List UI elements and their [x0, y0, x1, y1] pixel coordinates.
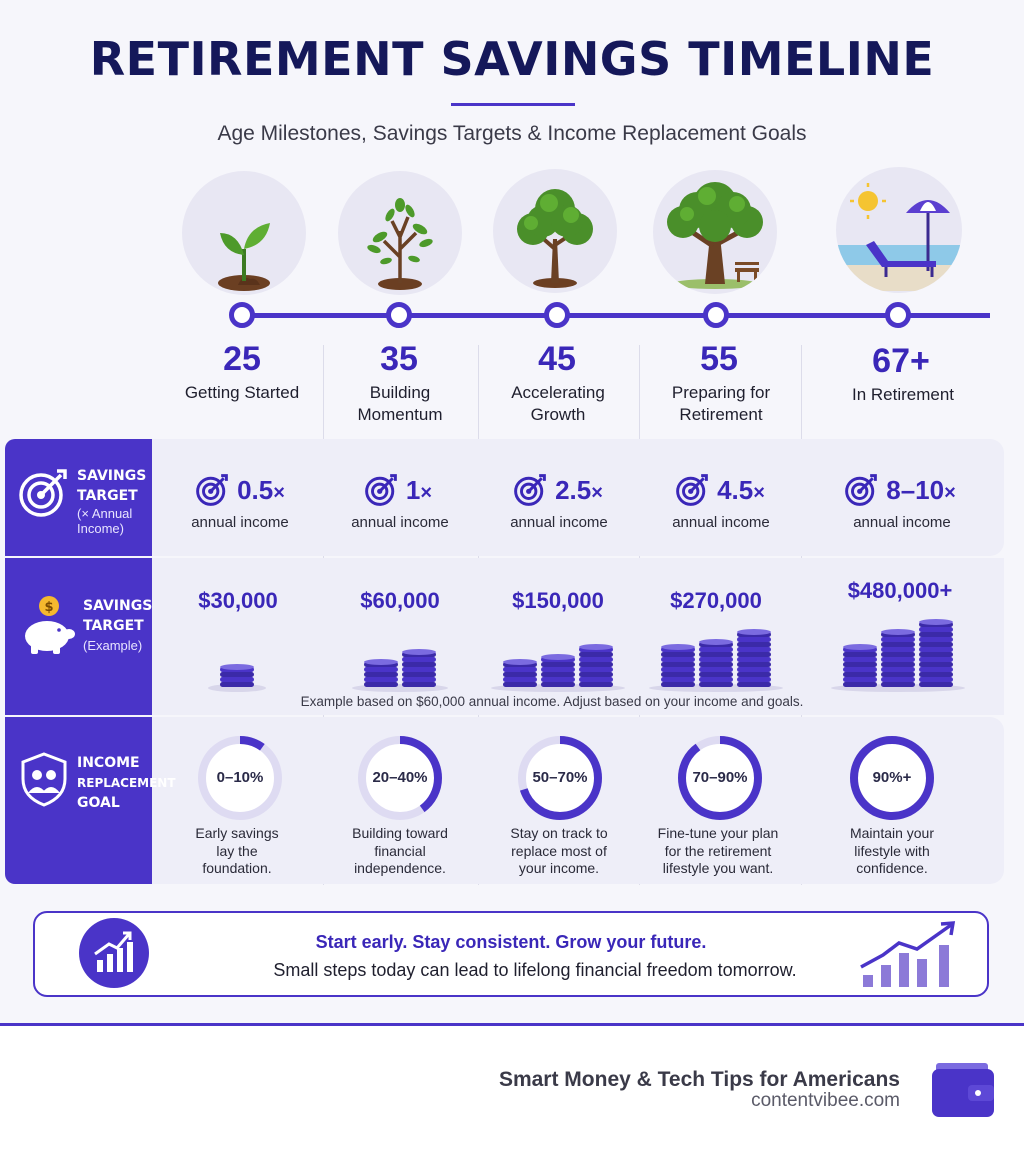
coin [661, 682, 695, 687]
coin-top [699, 639, 733, 645]
stage-name: Preparing for Retirement [671, 383, 771, 424]
coin [843, 657, 877, 662]
coin [881, 637, 915, 642]
coin [843, 672, 877, 677]
coin [579, 662, 613, 667]
multiplier-value: 2.5× [478, 473, 638, 507]
coin [364, 667, 398, 672]
rising-bars-icon [857, 919, 961, 989]
coin [843, 677, 877, 682]
coin [843, 652, 877, 657]
coin [737, 652, 771, 657]
coin [579, 667, 613, 672]
coin [220, 682, 254, 687]
young-tree-icon [338, 171, 462, 295]
coin [919, 682, 953, 687]
coin-top [881, 629, 915, 635]
multiplier-value: 8–10× [820, 473, 980, 507]
coin [579, 657, 613, 662]
amount-row-header: $ SAVINGS TARGET (Example) [5, 558, 152, 715]
coin [919, 677, 953, 682]
goal-value: 0–10% [216, 769, 264, 786]
coin [919, 642, 953, 647]
coin [737, 647, 771, 652]
stage-age: 45 [538, 340, 576, 378]
coin [364, 672, 398, 677]
coin [881, 647, 915, 652]
coin [737, 667, 771, 672]
coin [843, 662, 877, 667]
coin [699, 682, 733, 687]
multiplier-value: 0.5× [160, 473, 320, 507]
coin [881, 672, 915, 677]
coin [661, 672, 695, 677]
coin-top [919, 619, 953, 625]
coin [541, 662, 575, 667]
coin [579, 672, 613, 677]
coin [503, 677, 537, 682]
coin [737, 677, 771, 682]
savings-amount: $480,000+ [847, 578, 953, 603]
coin [220, 677, 254, 682]
timeline-line [242, 313, 990, 318]
banner-subline: Small steps today can lead to lifelong financial freedom tomorrow. [273, 960, 797, 980]
coin-top [737, 629, 771, 635]
sprout-icon [182, 171, 306, 295]
stage-name: Accelerating Growth [511, 383, 605, 424]
coin [661, 657, 695, 662]
stage-age: 55 [700, 340, 738, 378]
stage-age: 67+ [872, 342, 930, 380]
multiplier-row-header: SAVINGS TARGET (× Annual Income) [5, 439, 152, 556]
coin [919, 652, 953, 657]
mature-tree-bench-icon [653, 170, 777, 294]
coin [364, 677, 398, 682]
page-title: RETIREMENT SAVINGS TIMELINE [89, 32, 935, 86]
stage-age: 35 [380, 340, 418, 378]
coin [881, 652, 915, 657]
coin [661, 662, 695, 667]
coin [503, 667, 537, 672]
timeline-dot [885, 302, 911, 328]
footer-site[interactable]: contentvibee.com [751, 1090, 900, 1111]
coin [737, 682, 771, 687]
goal-description: Fine-tune your plan for the retirement lifestyle you want. [657, 825, 779, 876]
coin [699, 667, 733, 672]
goal-description: Early savings lay the foundation. [195, 825, 279, 876]
coin [699, 652, 733, 657]
svg-text:$: $ [44, 600, 54, 615]
coin [402, 657, 436, 662]
coin-top [220, 664, 254, 670]
coin [541, 682, 575, 687]
multiplier-caption: annual income [853, 514, 951, 531]
multiplier-caption: annual income [351, 514, 449, 531]
multiplier-caption: annual income [510, 514, 608, 531]
coin [503, 682, 537, 687]
coin [402, 667, 436, 672]
coin-top [579, 644, 613, 650]
stage-name: Building Momentum [357, 383, 443, 424]
coin [919, 632, 953, 637]
timeline-dot [229, 302, 255, 328]
coin [699, 672, 733, 677]
coin [737, 637, 771, 642]
savings-amount: $270,000 [670, 588, 762, 613]
coin [919, 647, 953, 652]
goal-value: 90%+ [872, 769, 912, 786]
multiplier-value: 1× [318, 473, 478, 507]
coin [737, 672, 771, 677]
title-underline [451, 103, 575, 106]
coin [919, 657, 953, 662]
banner-headline: Start early. Stay consistent. Grow your future. [315, 932, 707, 952]
target-icon [844, 473, 878, 507]
footer-brand: Smart Money & Tech Tips for Americans [498, 1068, 900, 1091]
coin-top [541, 654, 575, 660]
savings-amount: $30,000 [198, 588, 278, 613]
coin [661, 652, 695, 657]
coin-top [402, 649, 436, 655]
coin [881, 642, 915, 647]
coin [843, 667, 877, 672]
coin-stacks [160, 600, 1004, 694]
multiplier-caption: annual income [672, 514, 770, 531]
stage-age: 25 [223, 340, 261, 378]
coin [737, 642, 771, 647]
coin-top [364, 659, 398, 665]
coin [919, 672, 953, 677]
coin [364, 682, 398, 687]
goal-description: Maintain your lifestyle with confidence. [849, 825, 935, 876]
goal-description: Building toward financial independence. [352, 825, 448, 876]
goal-row-header: INCOME REPLACEMENT GOAL [5, 717, 152, 884]
shield-people-icon [19, 751, 69, 807]
stage-name: Getting Started [184, 383, 300, 402]
coin [699, 647, 733, 652]
coin [402, 672, 436, 677]
example-note: Example based on $60,000 annual income. Adjust based on your income and goals. [300, 694, 804, 709]
multiplier-value: 4.5× [640, 473, 800, 507]
piggy-bank-icon [19, 594, 79, 656]
coin [919, 627, 953, 632]
coin [661, 667, 695, 672]
coin [881, 677, 915, 682]
coin [661, 677, 695, 682]
coin [843, 682, 877, 687]
coin [919, 637, 953, 642]
goal-value: 50–70% [532, 769, 588, 786]
multiplier-caption: annual income [191, 514, 289, 531]
coin [579, 682, 613, 687]
stage-name: In Retirement [851, 385, 955, 404]
timeline-dot [703, 302, 729, 328]
savings-amount: $60,000 [360, 588, 440, 613]
coin [699, 657, 733, 662]
coin-top [843, 644, 877, 650]
target-icon [195, 473, 229, 507]
coin [881, 662, 915, 667]
coin [579, 652, 613, 657]
coin [541, 672, 575, 677]
page-subtitle: Age Milestones, Savings Targets & Income Replacement Goals [217, 122, 807, 145]
coin-top [661, 644, 695, 650]
coin [220, 672, 254, 677]
timeline-dot [544, 302, 570, 328]
target-icon [675, 473, 709, 507]
coin [919, 662, 953, 667]
wallet-icon [932, 1061, 994, 1117]
coin [402, 682, 436, 687]
coin [541, 667, 575, 672]
target-icon [513, 473, 547, 507]
goal-value: 70–90% [692, 769, 748, 786]
beach-chair-umbrella-icon [836, 167, 962, 293]
goal-description: Stay on track to replace most of your income. [510, 825, 608, 876]
motivation-banner [33, 911, 989, 997]
coin [402, 677, 436, 682]
target-icon [17, 467, 69, 519]
tree-icon [493, 169, 617, 293]
coin [881, 667, 915, 672]
goal-value: 20–40% [372, 769, 428, 786]
coin [699, 662, 733, 667]
coin [503, 672, 537, 677]
coin [579, 677, 613, 682]
coin [737, 657, 771, 662]
coin [919, 667, 953, 672]
coin [881, 657, 915, 662]
coin [881, 682, 915, 687]
timeline-dot [386, 302, 412, 328]
coin [737, 662, 771, 667]
coin [699, 677, 733, 682]
savings-amount: $150,000 [512, 588, 604, 613]
coin [541, 677, 575, 682]
coin-top [503, 659, 537, 665]
target-icon [364, 473, 398, 507]
coin [402, 662, 436, 667]
